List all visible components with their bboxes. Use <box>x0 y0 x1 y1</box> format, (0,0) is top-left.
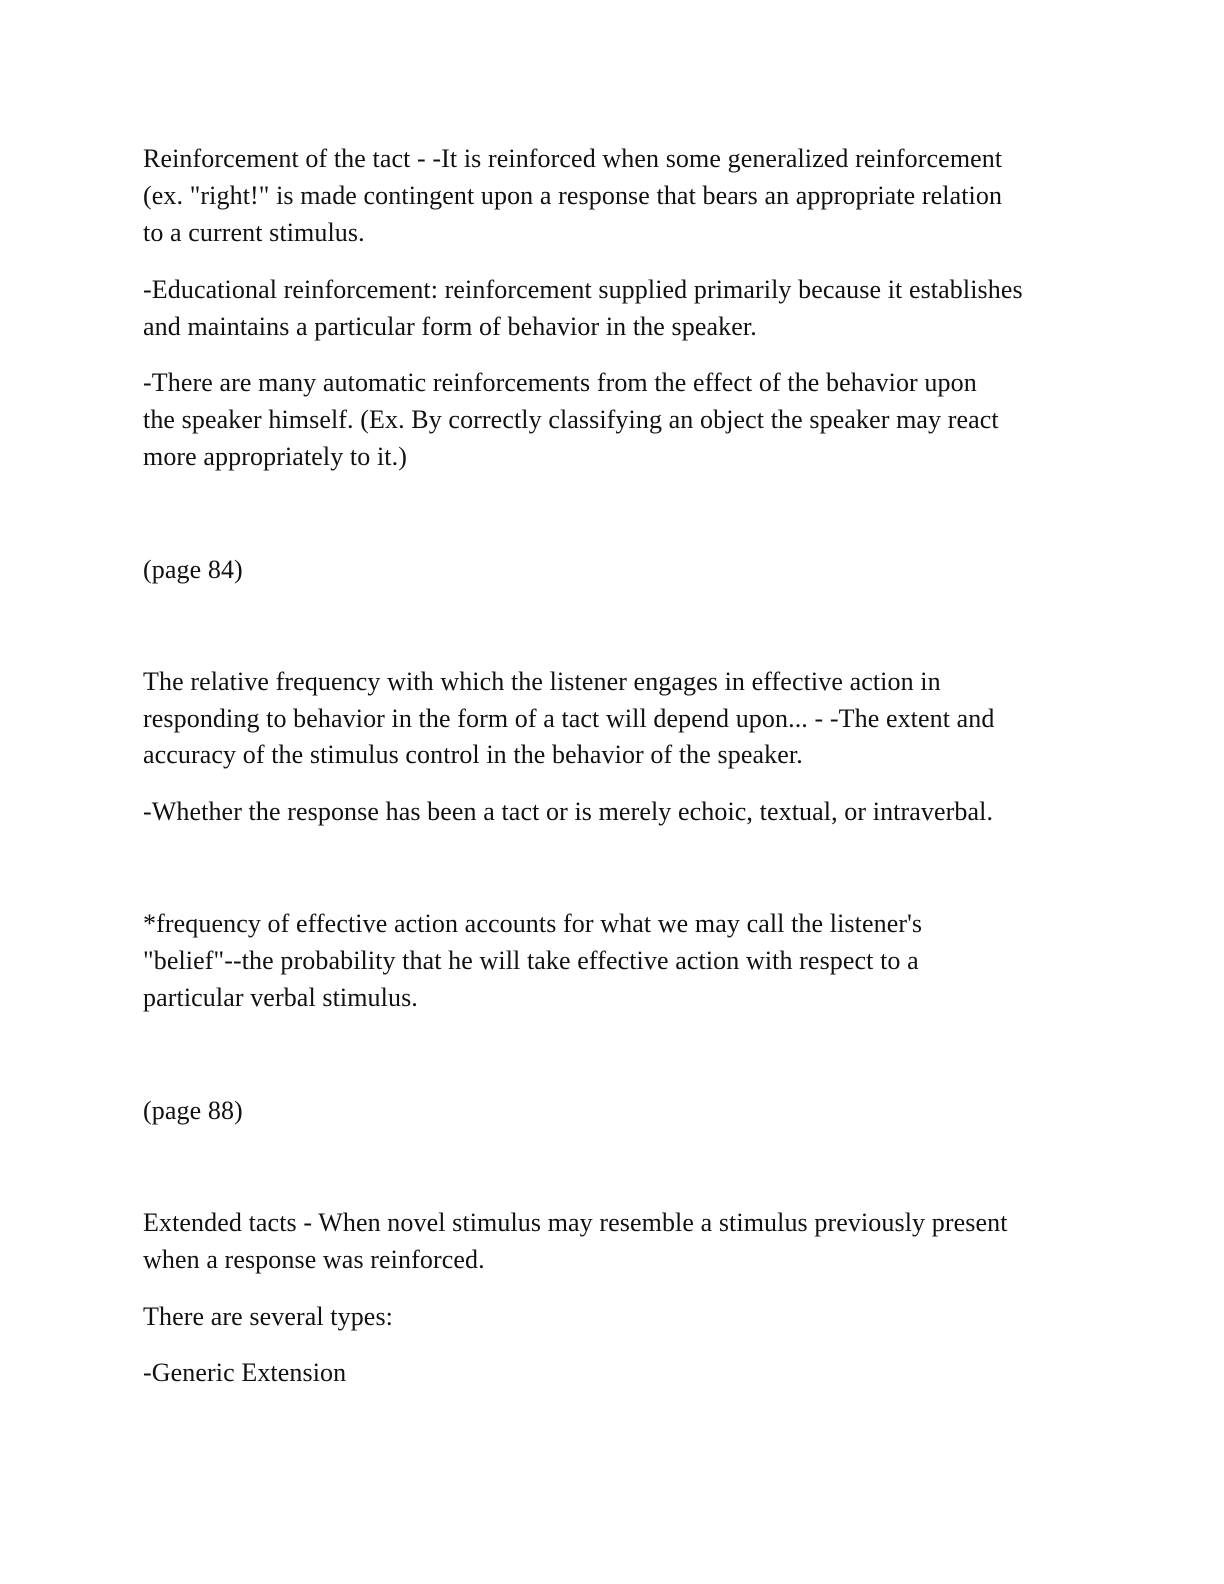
text-line: particular verbal stimulus. <box>143 983 418 1012</box>
text-line: -There are many automatic reinforcements from the effect of the behavior upon <box>143 368 977 397</box>
text-line: to a current stimulus. <box>143 218 365 247</box>
text-line: -Generic Extension <box>143 1358 347 1387</box>
text-line: (page 84) <box>143 555 243 584</box>
text-line: The relative frequency with which the listener engages in effective action in <box>143 667 941 696</box>
text-line: (ex. "right!" is made contingent upon a response that bears an appropriate relation <box>143 181 1003 210</box>
text-line: more appropriately to it.) <box>143 442 407 471</box>
text-line: (page 88) <box>143 1096 243 1125</box>
text-line: Reinforcement of the tact - -It is reinforced when some generalized reinforcement <box>143 144 1003 173</box>
text-line: -Whether the response has been a tact or is merely echoic, textual, or intraverbal. <box>143 797 994 826</box>
text-line: and maintains a particular form of behavior in the speaker. <box>143 312 757 341</box>
text-line: Extended tacts - When novel stimulus may resemble a stimulus previously present <box>143 1208 1008 1237</box>
text-line: -Educational reinforcement: reinforcement supplied primarily because it establishes <box>143 275 1023 304</box>
text-line: responding to behavior in the form of a tact will depend upon... - -The extent and <box>143 704 995 733</box>
text-line: accuracy of the stimulus control in the behavior of the speaker. <box>143 740 803 769</box>
text-line: the speaker himself. (Ex. By correctly classifying an object the speaker may react <box>143 405 999 434</box>
text-line: when a response was reinforced. <box>143 1245 485 1274</box>
text-line: "belief"--the probability that he will take effective action with respect to a <box>143 946 919 975</box>
text-line: There are several types: <box>143 1302 393 1331</box>
text-line: *frequency of effective action accounts for what we may call the listener's <box>143 909 923 938</box>
